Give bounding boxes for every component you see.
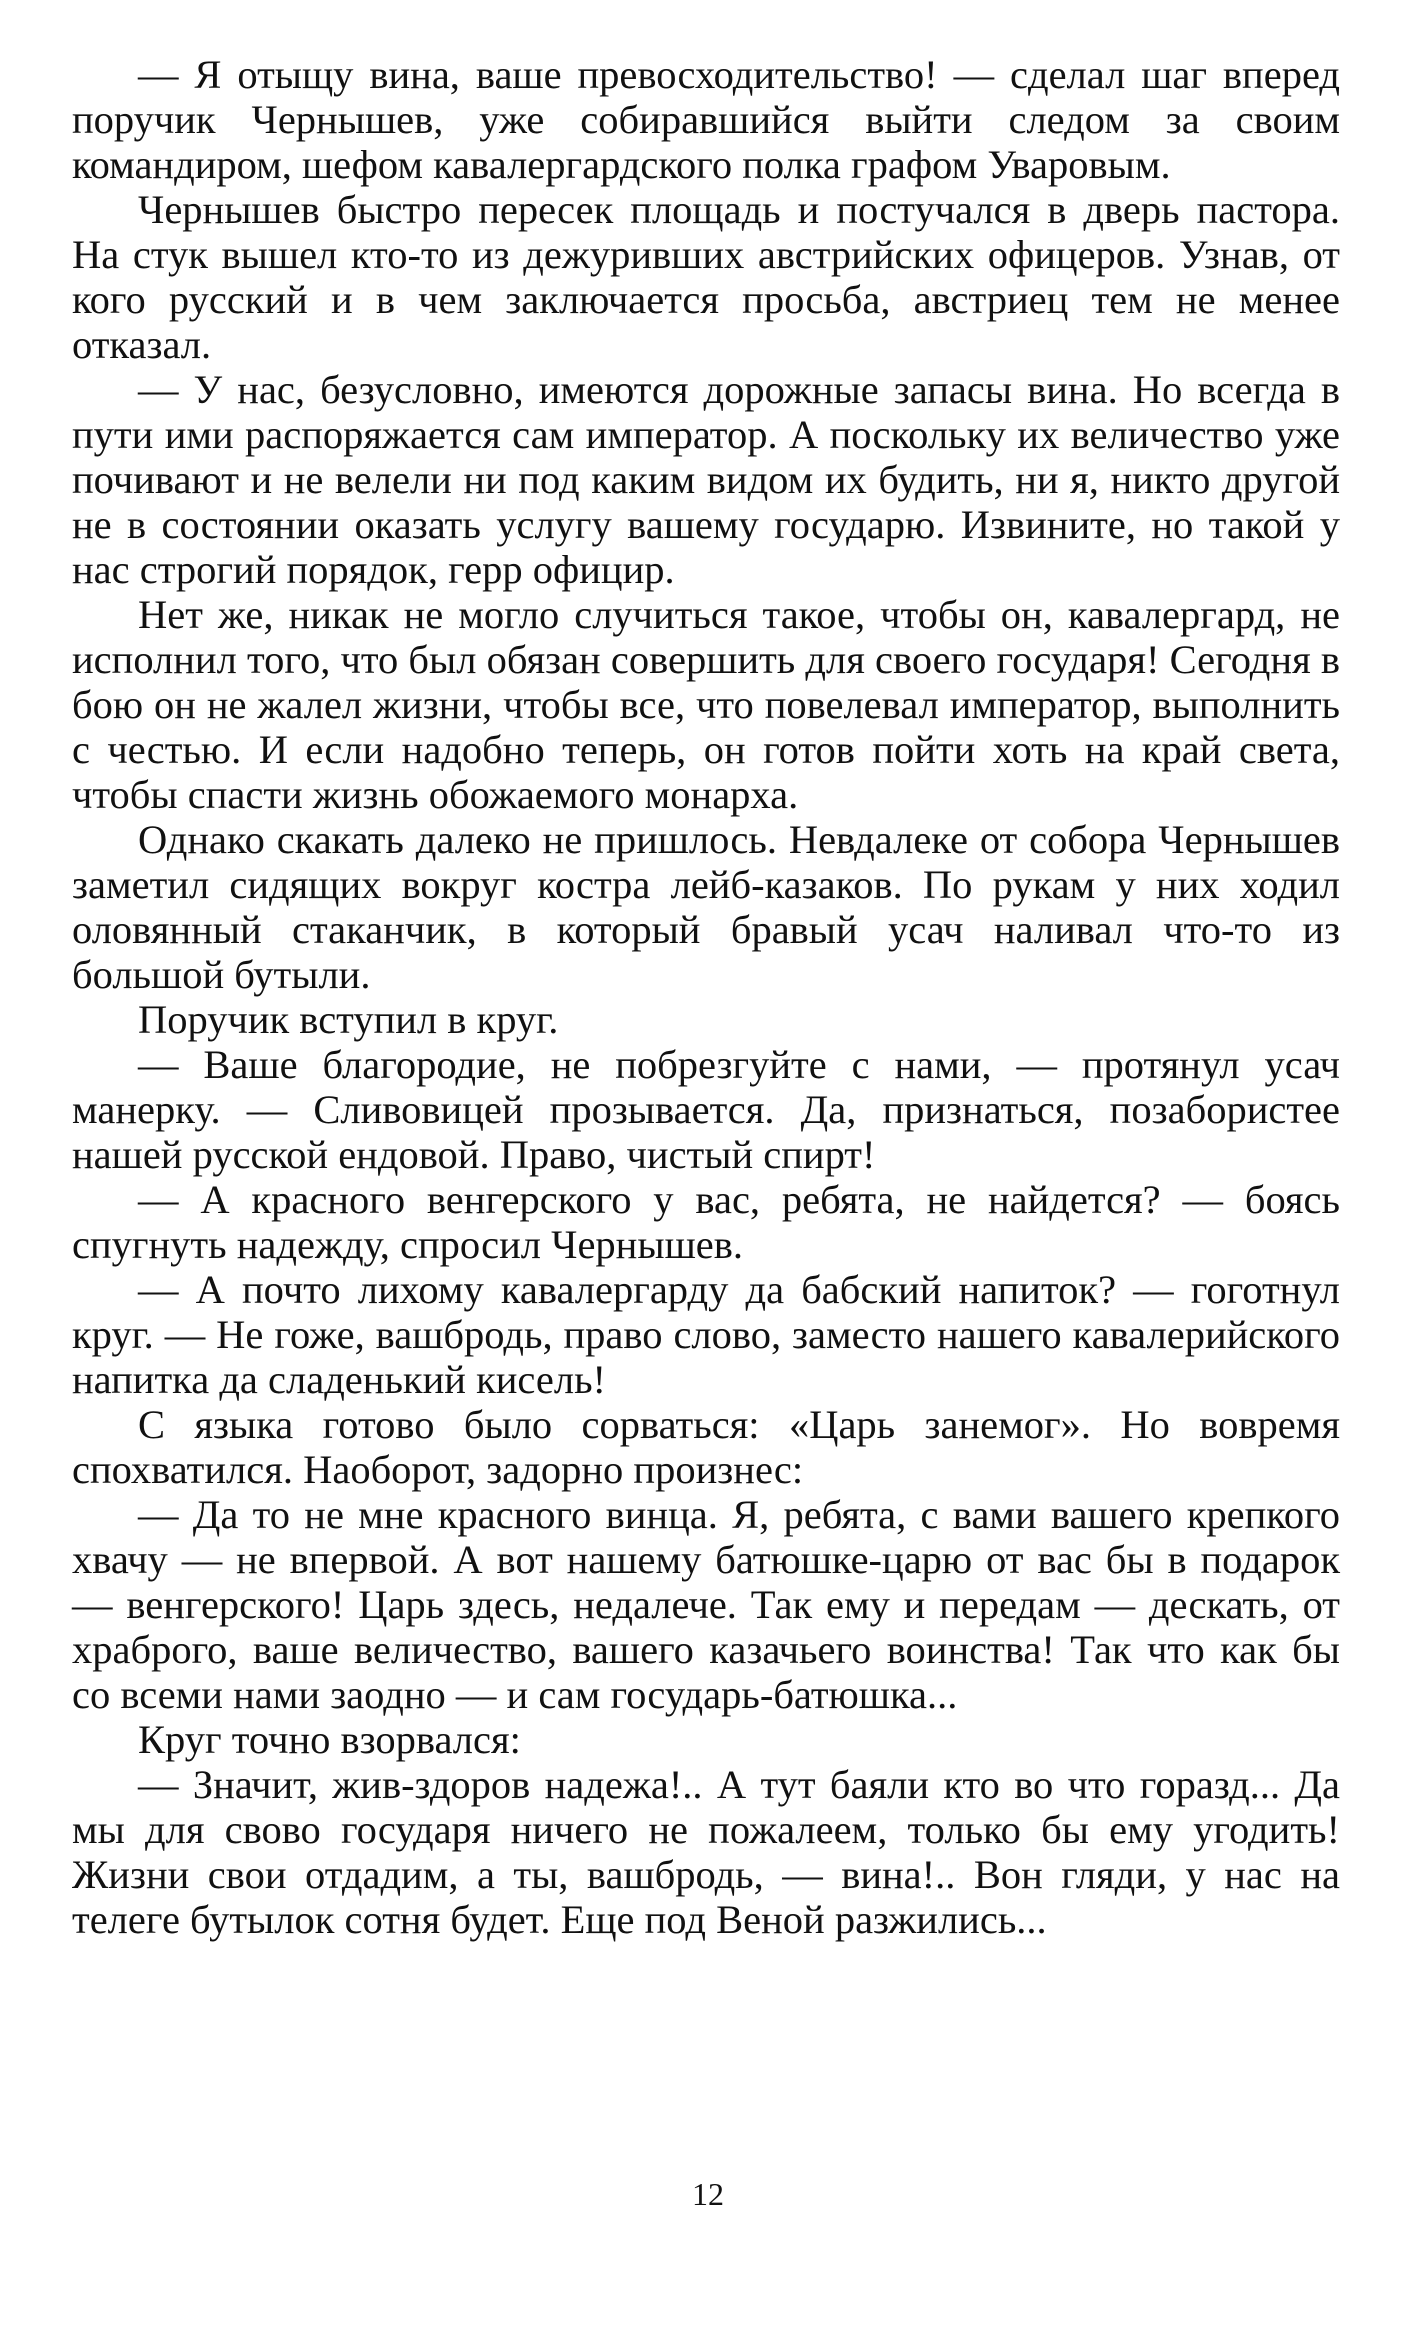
paragraph: Чернышев быстро пересек площадь и постучался в дверь пастора. На стук вышел кто-то из дежуривших австрийских офицеров. Узнав, от кого русский и в чем заключается просьба, австриец тем не менее отказал. (72, 187, 1340, 367)
paragraph: — А почто лихому кавалергарду да бабский напиток? — гоготнул круг. — Не гоже, вашбродь, право слово, заместо нашего кавалерийского напитка да сладенький кисель! (72, 1267, 1340, 1402)
paragraph: Круг точно взорвался: (138, 1717, 521, 1762)
paragraph: — Да то не мне красного винца. Я, ребята, с вами вашего крепкого хвачу — не впервой. А вот нашему батюшке-царю от вас бы в подарок — венгерского! Царь здесь, недалече. Так ему и передам — дескать, от храброго, ваше величество, вашего казачьего воинства! Так что как бы со всеми нами заодно — и сам государь-батюшка... (72, 1492, 1340, 1717)
page-number: 12 (692, 2176, 724, 2212)
paragraph: Однако скакать далеко не пришлось. Невдалеке от собора Чернышев заметил сидящих вокруг костра лейб-казаков. По рукам у них ходил оловянный стаканчик, в который бравый усач наливал что-то из большой бутыли. (72, 817, 1340, 997)
paragraph: — Я отыщу вина, ваше превосходительство! — сделал шаг вперед поручик Чернышев, уже собиравшийся выйти следом за своим командиром, шефом кавалергардского полка графом Уваровым. (72, 52, 1340, 187)
paragraph: — А красного венгерского у вас, ребята, не найдется? — боясь спугнуть надежду, спросил Чернышев. (72, 1177, 1340, 1267)
page-text (72, 52, 1340, 1942)
paragraph: — Ваше благородие, не побрезгуйте с нами, — протянул усач манерку. — Сливовицей прозывается. Да, признаться, позабористее нашей русской ендовой. Право, чистый спирт! (72, 1042, 1340, 1177)
paragraph: Поручик вступил в круг. (138, 997, 559, 1042)
paragraph: — Значит, жив-здоров надежа!.. А тут баяли кто во что горазд... Да мы для свово государя ничего не пожалеем, только бы ему угодить! Жизни свои отдадим, а ты, вашбродь, — вина!.. Вон гляди, у нас на телеге бутылок сотня будет. Еще под Веной разжились... (72, 1762, 1340, 1942)
paragraph: Нет же, никак не могло случиться такое, чтобы он, кавалергард, не исполнил того, что был обязан совершить для своего государя! Сегодня в бою он не жалел жизни, чтобы все, что повелевал император, выполнить с честью. И если надобно теперь, он готов пойти хоть на край света, чтобы спасти жизнь обожаемого монарха. (72, 592, 1340, 817)
paragraph: С языка готово было сорваться: «Царь занемог». Но вовремя спохватился. Наоборот, задорно произнес: (72, 1402, 1340, 1492)
paragraph: — У нас, безусловно, имеются дорожные запасы вина. Но всегда в пути ими распоряжается сам император. А поскольку их величество уже почивают и не велели ни под каким видом их будить, ни я, никто другой не в состоянии оказать услугу вашему государю. Извините, но такой у нас строгий порядок, герр официр. (72, 367, 1340, 592)
